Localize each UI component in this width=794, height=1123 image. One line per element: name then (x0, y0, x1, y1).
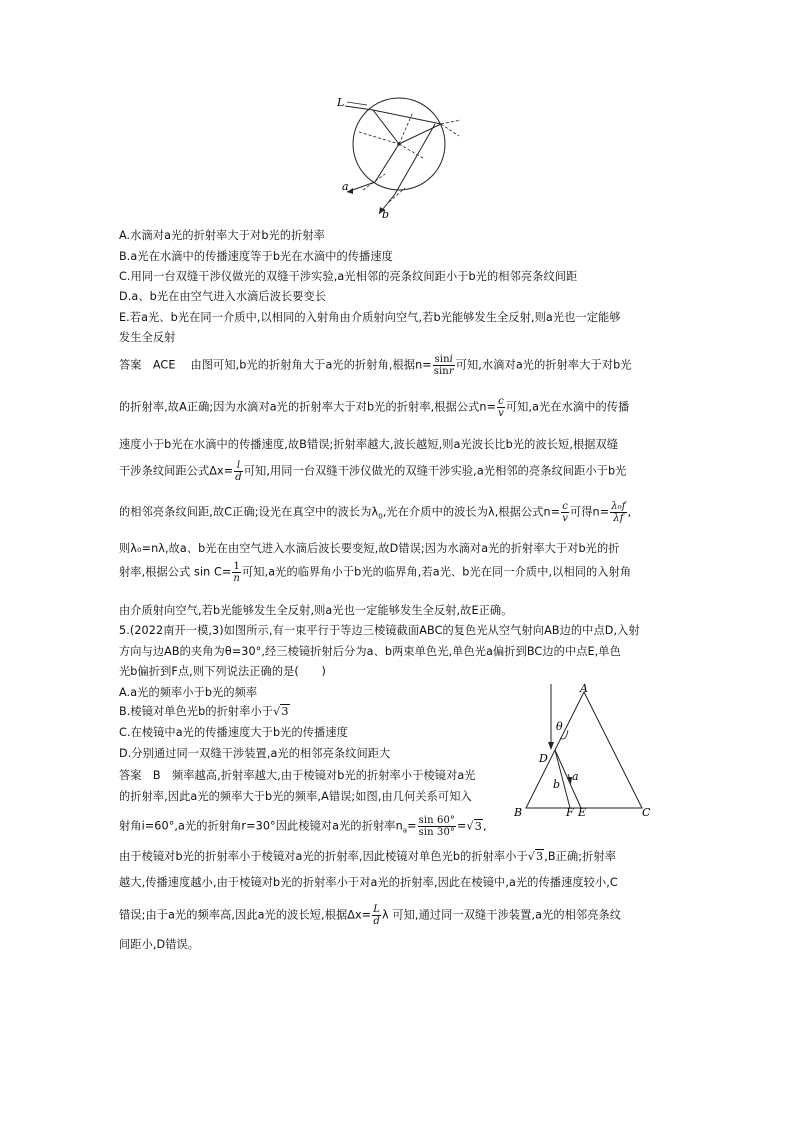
answer-q4-line5: 的相邻亮条纹间距,故C正确;设光在真空中的波长为$\lambda_0$,光在介质中的波长为λ,根据公式n= $\frac{c}{v}$ 可得n= $\frac{\text{λ₀f}}{\lambda f}$ , (119, 501, 632, 524)
answer-q5-label: 答案 B (119, 769, 161, 782)
answer-q4-line6: 则λ₀=nλ,故a、b光在由空气进入水滴后波长要变短,故D错误;因为水滴对a光的折射率大于对b光的折 (119, 542, 620, 555)
q5-answer-line2: 的折射率,因此a光的频率大于b光的频率,A错误;如图,由几何关系可知入 (119, 790, 472, 803)
label-b: b (382, 208, 390, 221)
theta-label: θ (556, 720, 563, 733)
point-D: D (539, 752, 548, 765)
q5-answer-line4: 由于棱镜对b光的折射率小于棱镜对a光的折射率,因此棱镜对单色光b的折射率小于√3,B正确;折射率 (119, 850, 616, 863)
option-e-cont: 发生全反射 (119, 331, 176, 344)
option-e: E.若a光、b光在同一介质中,以相同的入射角由介质射向空气,若b光能够发生全反射,则a光也一定能够 (119, 311, 621, 324)
vertex-A: A (580, 682, 588, 695)
prism-figure (510, 680, 660, 820)
vertex-B: B (514, 806, 523, 819)
sini-sinr-fraction: $\frac{\sin i}{\sin r}$ (433, 354, 454, 377)
option-c: C.用同一台双缝干涉仪做光的双缝干涉实验,a光相邻的亮条纹间距小于b光的相邻亮条纹间距 (119, 270, 578, 283)
answer-q4-line4: 干涉条纹间距公式Δx= $\frac{l}{d}$ 可知,用同一台双缝干涉仪做光的双缝干涉实验,a光相邻的亮条纹间距小于b光 (119, 460, 627, 483)
ray-a-label: a (572, 770, 579, 783)
ray-b-label: b (553, 778, 561, 791)
q5-answer-line3: 射角i=60°,a光的折射角r=30°因此棱镜对a光的折射率$n_a=$ $\frac{\sin 60^\circ}{\sin 30^\circ}$ =√3, (119, 815, 487, 838)
q5-option-b: B.棱镜对单色光b的折射率小于√3 (119, 705, 289, 718)
q5-option-a: A.a光的频率小于b光的频率 (119, 686, 258, 699)
q5-answer-line6: 错误;由于a光的频率高,因此a光的波长短,根据Δx= $\frac{L}{d}$ λ 可知,通过同一双缝干涉装置,a光的相邻亮条纹 (119, 904, 622, 927)
label-a: a (342, 180, 349, 193)
option-d: D.a、b光在由空气进入水滴后波长要变长 (119, 290, 327, 303)
option-a: A.水滴对a光的折射率大于对b光的折射率 (119, 229, 325, 242)
point-F: F (566, 806, 574, 819)
droplet-figure (333, 92, 463, 222)
option-b: B.a光在水滴中的传播速度等于b光在水滴中的传播速度 (119, 250, 393, 263)
q5-option-c: C.在棱镜中a光的传播速度大于b光的传播速度 (119, 726, 348, 739)
answer-q4-label: 答案 ACE (119, 358, 176, 372)
answer-q4-line8: 由介质射向空气,若b光能够发生全反射,则a光也一定能够发生全反射,故E正确。 (119, 604, 513, 617)
q5-stem-3: 光b偏折到F点,则下列说法正确的是( ) (119, 665, 326, 678)
q5-answer-line1: 答案 B 频率越高,折射率越大,由于棱镜对b光的折射率小于棱镜对a光 (119, 769, 476, 782)
answer-q4-line1: 答案 ACE 由图可知,b光的折射角大于a光的折射角,根据n= $\frac{\sin i}{\sin r}$ 可知,水滴对a光的折射率大于对b光 (119, 354, 632, 377)
q5-answer-line5: 越大,传播速度越小,由于棱镜对b光的折射率小于对a光的折射率,因此在棱镜中,a光的传播速度较小,C (119, 876, 618, 889)
answer-q4-line2: 的折射率,故A正确;因为水滴对a光的折射率大于对b光的折射率,根据公式n= $\frac{c}{v}$ 可知,a光在水滴中的传播 (119, 396, 630, 419)
point-E: E (578, 806, 587, 819)
vertex-C: C (642, 806, 651, 819)
q5-option-d: D.分别通过同一双缝干涉装置,a光的相邻亮条纹间距大 (119, 747, 391, 760)
answer-q4-line7: 射率,根据公式 sin C= $\frac{1}{n}$ 可知,a光的临界角小于b光的临界角,若a光、b光在同一介质中,以相同的入射角 (119, 561, 632, 584)
q5-stem-2: 方向与边AB的夹角为θ=30°,经三棱镜折射后分为a、b两束单色光,单色光a偏折到BC边的中点E,单色 (119, 645, 621, 658)
q5-stem-1: 5.(2022南开一模,3)如图所示,有一束平行于等边三棱镜截面ABC的复色光从空气射向AB边的中点D,入射 (119, 624, 640, 637)
label-L: L (337, 96, 345, 109)
answer-q4-line3: 速度小于b光在水滴中的传播速度,故B错误;折射率越大,波长越短,则a光波长比b光的波长短,根据双缝 (119, 438, 619, 451)
q5-answer-line7: 间距小,D错误。 (119, 938, 200, 951)
